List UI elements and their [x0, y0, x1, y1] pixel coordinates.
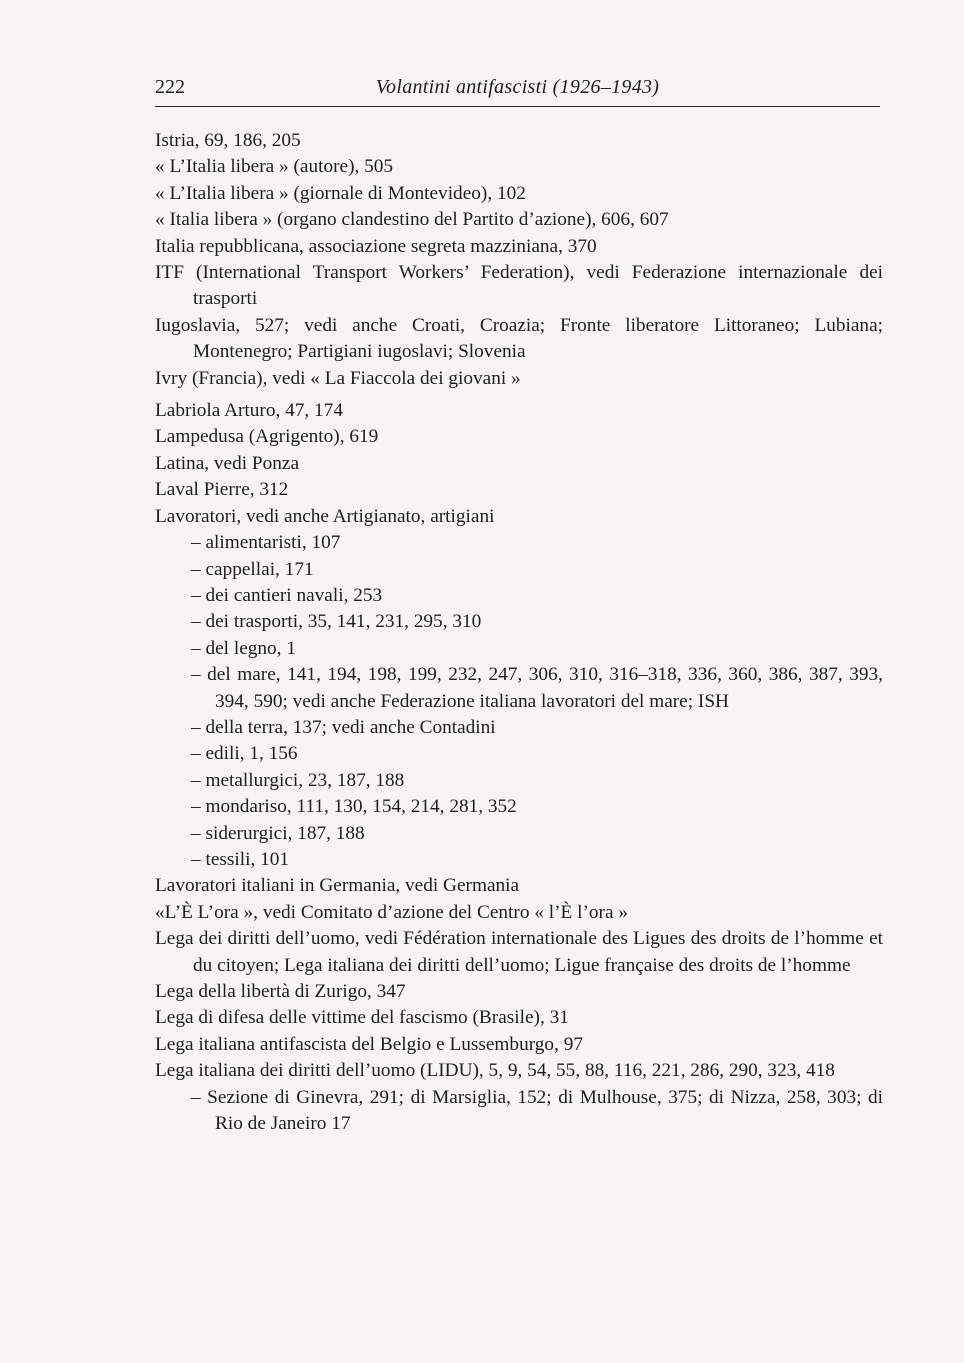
- page-number: 222: [155, 76, 185, 98]
- index-entry: «L’È L’ora », vedi Comitato d’azione del Centro « l’È l’ora »: [155, 901, 628, 923]
- page-header: [155, 76, 880, 107]
- index-entry: Latina, vedi Ponza: [155, 452, 300, 474]
- index-entry: « L’Italia libera » (giornale di Montevideo), 102: [155, 182, 526, 204]
- index-subentry: – del mare, 141, 194, 198, 199, 232, 247, 306, 310, 316–318, 336, 360, 386, 387, 393, 394, 590; vedi anche Federazione italiana lavoratori del mare; ISH: [191, 664, 883, 712]
- index-entry: Lega della libertà di Zurigo, 347: [155, 981, 406, 1002]
- index-entry: Lega dei diritti dell’uomo, vedi Fédération internationale des Ligues des droits de l’homme et du citoyen; Lega italiana dei diritti dell’uomo; Ligue française des droits de l’homme: [155, 928, 883, 976]
- index-subentry: – edili, 1, 156: [191, 743, 298, 765]
- index-entry: Labriola Arturo, 47, 174: [155, 400, 343, 422]
- index-subentry: – della terra, 137; vedi anche Contadini: [191, 716, 496, 738]
- index-entry: Laval Pierre, 312: [155, 479, 289, 501]
- running-title: Volantini antifascisti (1926–1943): [375, 76, 660, 98]
- index-subentry: – dei trasporti, 35, 141, 231, 295, 310: [191, 611, 482, 633]
- index-subentry: – Sezione di Ginevra, 291; di Marsiglia, 152; di Mulhouse, 375; di Nizza, 258, 303; di Rio de Janeiro 17: [191, 1086, 883, 1135]
- index-list: [155, 128, 883, 1137]
- index-entry: Lega di difesa delle vittime del fascismo (Brasile), 31: [155, 1007, 569, 1029]
- index-subentry: – siderurgici, 187, 188: [191, 822, 365, 844]
- index-subentry: – metallurgici, 23, 187, 188: [191, 769, 405, 791]
- index-entry: Ivry (Francia), vedi « La Fiaccola dei giovani »: [155, 367, 521, 389]
- index-entry: ITF (International Transport Workers’ Federation), vedi Federazione internazionale dei trasporti: [155, 262, 883, 310]
- index-subentry: – alimentaristi, 107: [191, 532, 341, 554]
- index-entry: « L’Italia libera » (autore), 505: [155, 156, 394, 178]
- index-entry: Lavoratori italiani in Germania, vedi Germania: [155, 875, 520, 897]
- index-entry: Istria, 69, 186, 205: [155, 130, 301, 151]
- index-entry: Iugoslavia, 527; vedi anche Croati, Croazia; Fronte liberatore Littoraneo; Lubiana; Montenegro; Partigiani iugoslavi; Slovenia: [155, 314, 883, 363]
- index-entry: Lampedusa (Agrigento), 619: [155, 426, 379, 448]
- index-subentry: – tessili, 101: [191, 848, 290, 870]
- index-entry: « Italia libera » (organo clandestino del Partito d’azione), 606, 607: [155, 209, 669, 231]
- index-entry: Lavoratori, vedi anche Artigianato, artigiani: [155, 505, 495, 527]
- index-entry: Lega italiana dei diritti dell’uomo (LIDU), 5, 9, 54, 55, 88, 116, 221, 286, 290, 323, 418: [155, 1060, 835, 1082]
- index-entry: Lega italiana antifascista del Belgio e Lussemburgo, 97: [155, 1033, 583, 1055]
- index-subentry: – cappellai, 171: [191, 558, 314, 580]
- index-subentry: – mondariso, 111, 130, 154, 214, 281, 352: [191, 796, 517, 818]
- index-subentry: – dei cantieri navali, 253: [191, 584, 383, 606]
- index-subentry: – del legno, 1: [191, 637, 296, 659]
- index-entry: Italia repubblicana, associazione segreta mazziniana, 370: [155, 235, 597, 257]
